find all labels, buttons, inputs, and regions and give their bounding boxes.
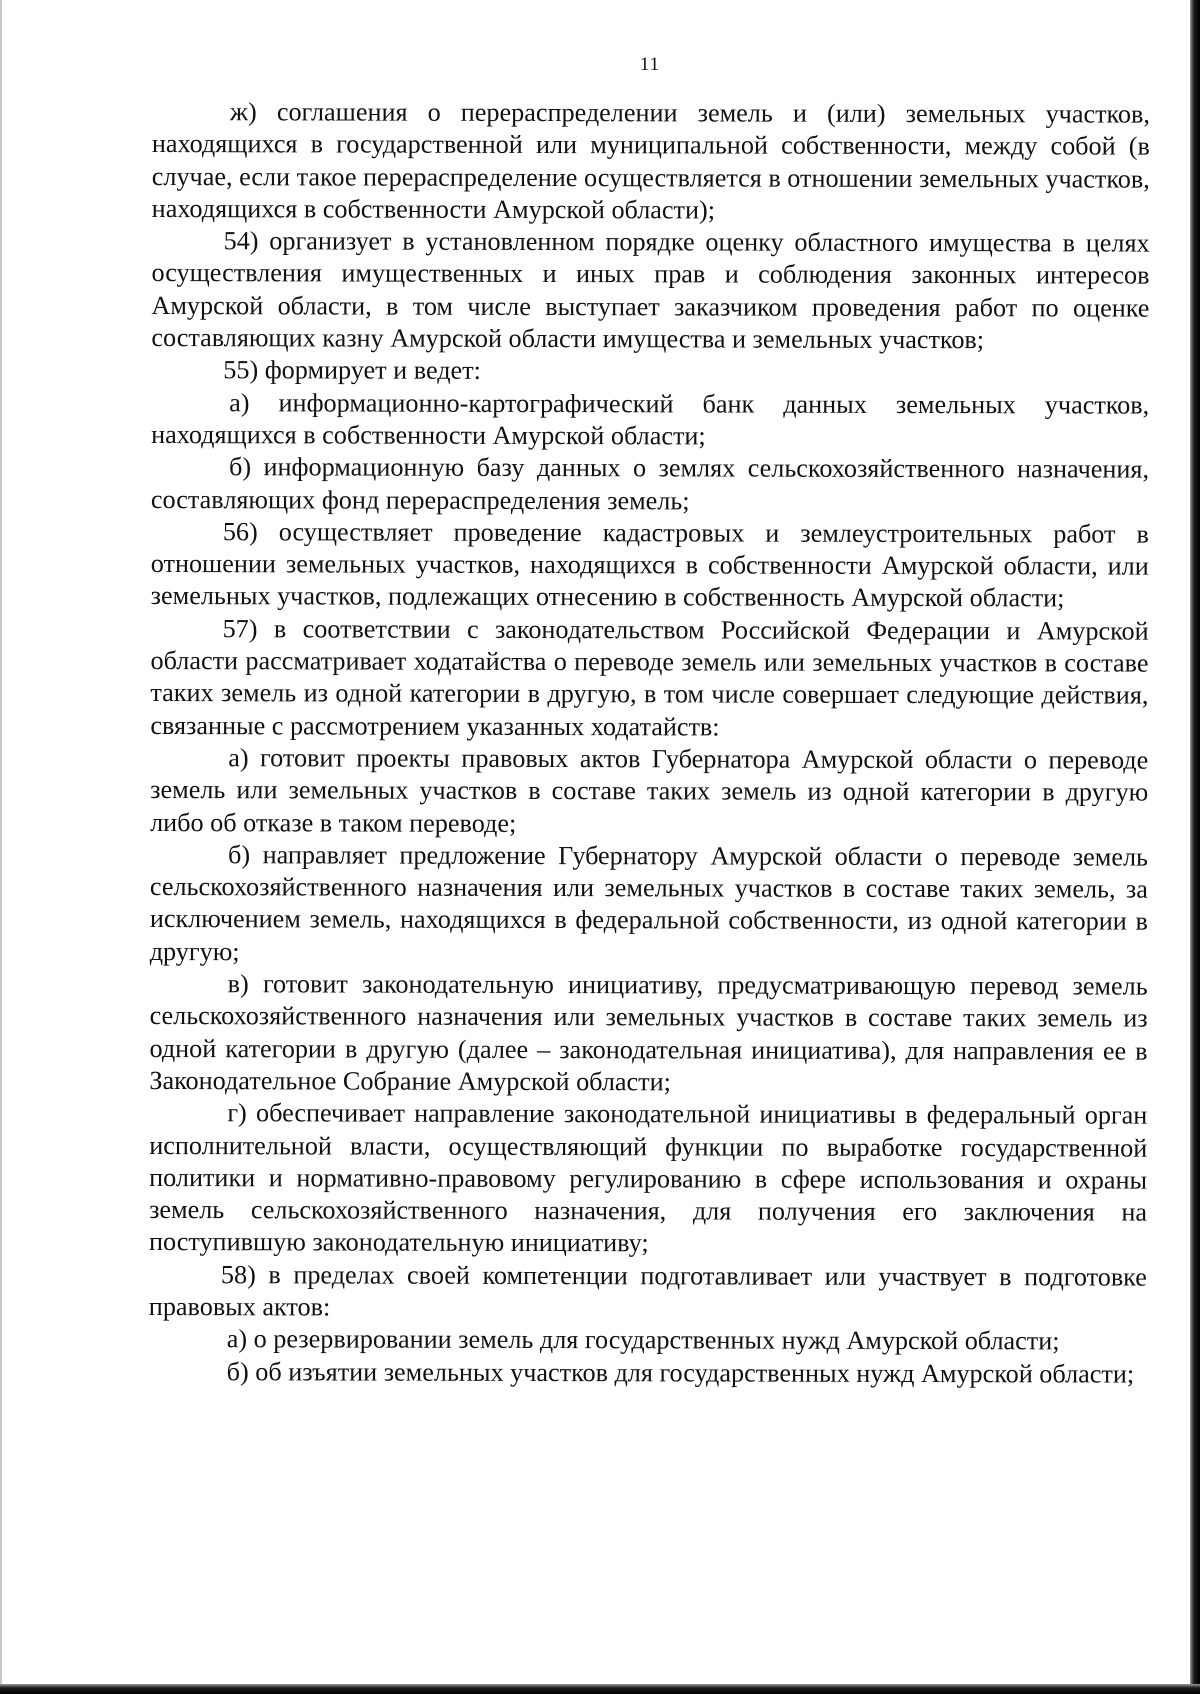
paragraph-57: 57) в соответствии с законодательством Российской Федерации и Амурской области рассматривает ходатайства о переводе земель или земельных участков в составе таких земель из одной категории в другую, в том числе совершает следующие действия, связанные с рассмотрением указанных ходатайств: xyxy=(150,613,1149,742)
paragraph-58-b: б) об изъятии земельных участков для государственных нужд Амурской области; xyxy=(226,1356,1135,1389)
paragraph-57-g: г) обеспечивает направление законодательной инициативы в федеральный орган исполнительной власти, осуществляющий функции по выработке государственной политики и нормативно-правовому регулированию в сфере использования и охраны земель сельскохозяйственного назначения, для получения его заключения на поступившую законодательную инициативу; xyxy=(148,1098,1148,1258)
paragraph-58: 58) в пределах своей компетенции подготавливает или участвует в подготовке правовых актов: xyxy=(148,1259,1147,1322)
paragraph-55-b: б) информационную базу данных о землях сельскохозяйственного назначения, составляющих фонд перераспределения земель; xyxy=(150,452,1150,515)
paragraph-54: 54) организует в установленном порядке оценку областного имущества в целях осуществления имущественных и иных прав и соблюдения законных интересов Амурской области, в том числе выступает заказчиком проведения работ по оценке составляющих казну Амурской области имущества и земельных участков; xyxy=(151,226,1150,355)
paragraph-56: 56) осуществляет проведение кадастровых и землеустроительных работ в отношении земельных участков, находящихся в собственности Амурской области, или земельных участков, подлежащих отнесению в собственность Амурской области; xyxy=(150,517,1149,613)
paragraph-55: 55) формирует и ведет: xyxy=(223,355,481,386)
paragraph-58-a: а) о резервировании земель для государственных нужд Амурской области; xyxy=(226,1324,1060,1356)
scan-edge-right xyxy=(1190,0,1200,1694)
paragraph-57-a: а) готовит проекты правовых актов Губернатора Амурской области о переводе земель или земельных участков в составе таких земель из одной категории в другую либо об отказе в таком переводе; xyxy=(150,743,1149,838)
paragraph-55-a: а) информационно-картографический банк данных земельных участков, находящихся в собственности Амурской области; xyxy=(151,387,1150,451)
page-number: 11 xyxy=(639,54,661,75)
scan-edge-left xyxy=(0,0,2,1694)
paragraph-zh-agreements: ж) соглашения о перераспределении земель и (или) земельных участков, находящихся в государственной или муниципальной собственности, между собой (в случае, если такое перераспределение осуществляется в отношении земельных участков, находящихся в собственности Амурской области); xyxy=(151,97,1150,225)
document-body xyxy=(149,96,1150,1390)
paragraph-57-v: в) готовит законодательную инициативу, предусматривающую перевод земель сельскохозяйственного назначения или земельных участков в составе таких земель из одной категории в другую (далее – законодательная инициатива), для направления ее в Законодательное Собрание Амурской области; xyxy=(149,969,1148,1097)
scan-edge-bottom xyxy=(0,1684,1200,1694)
paragraph-57-b: б) направляет предложение Губернатору Амурской области о переводе земель сельскохозяйственного назначения или земельных участков в составе таких земель, за исключением земель, находящихся в федеральной собственности, из одной категории в другую; xyxy=(149,840,1149,966)
